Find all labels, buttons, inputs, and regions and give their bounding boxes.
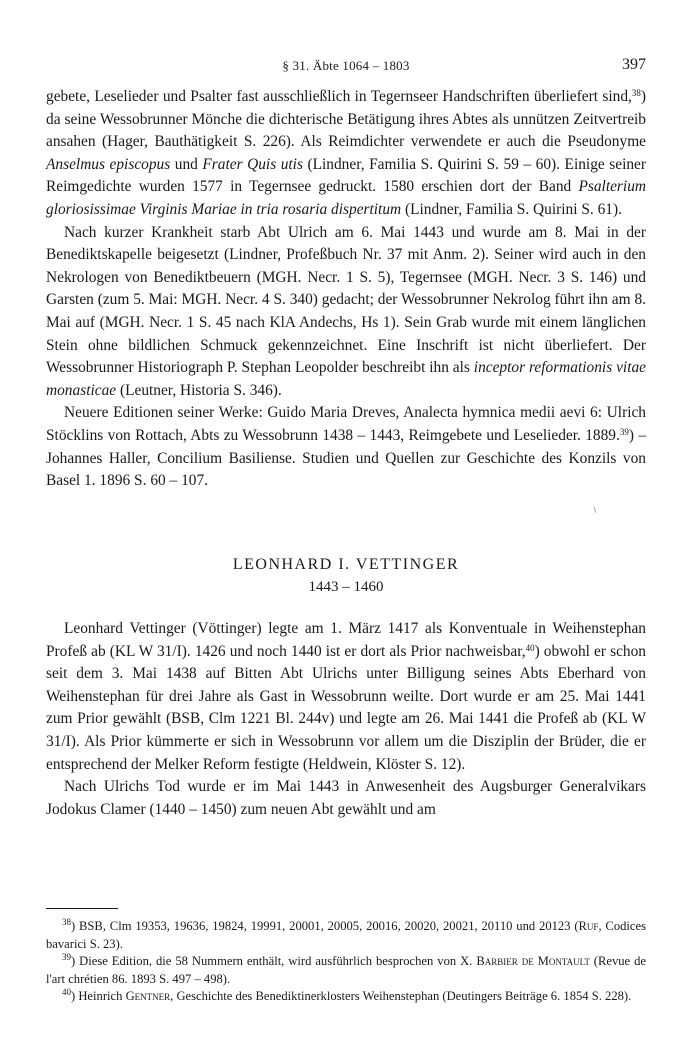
text-run: (Leutner, Historia S. 346).	[116, 381, 282, 399]
running-head	[46, 56, 646, 76]
text-run: Neuere Editionen seiner Werke: Guido Maria Dreves, Analecta hymnica medii aevi 6: Ulrich Stöcklins von Rottach, Abts zu Wessobrunn 1438 – 1443, Reimgebete und Leselieder. 1889.	[46, 404, 646, 444]
italic-title: Psalterium gloriosissimae Virginis Mariae in tria rosaria dispertitum	[46, 178, 646, 218]
footnote-divider	[46, 908, 118, 909]
italic-term: Anselmus episcopus	[46, 155, 171, 173]
paragraph-3	[46, 402, 646, 492]
text-run: (Revue de l'art chrétien 86. 1893 S. 497 – 498).	[46, 954, 646, 986]
footnote-40	[46, 988, 646, 1006]
paragraph-1	[46, 86, 646, 222]
footnotes	[46, 918, 646, 1006]
text-run: (Lindner, Familia S. Quirini S. 61).	[401, 200, 622, 218]
text-run: (Lindner, Familia S. Quirini S. 59 – 60). Einige seiner Reimgedichte wurden 1577 in Tegernsee gedruckt. 1580 erschien dort der Band	[46, 155, 646, 196]
scan-mark: ∖	[592, 506, 598, 515]
section-heading	[46, 554, 646, 598]
text-run: , Geschichte des Benediktinerklosters Weihenstephan (Deutingers Beiträge 6. 1854 S. 228).	[170, 989, 632, 1004]
text-run: ) – Johannes Haller, Concilium Basiliense. Studien und Quellen zur Geschichte des Konzils von Basel 1. 1896 S. 60 – 107.	[46, 426, 647, 490]
text-run: ) obwohl er schon seit dem 3. Mai 1438 auf Bitten Abt Ulrichs unter Billigung seines Abts Eberhard von Weihenstephan für drei Jahre als Gast in Wessobrunn weilte. Dort wurde er am 25. Mai 1441 zum Prior gewählt (BSB, Clm 1221 Bl. 244v) und legte am 26. Mai 1441 die Profeß ab (KL W 31/I). Als Prior kümmerte er sich in Wessobrunn vor allem um die Disziplin der Brüder, die er entsprechend der Melker Reform festigte (Heldwein, Klöster S. 12).	[46, 642, 647, 773]
text-run: , Codices bavarici S. 23).	[46, 919, 646, 951]
text-run: und	[170, 155, 203, 173]
footnote-38	[46, 918, 646, 953]
footnote-39	[46, 953, 646, 988]
footnote-number: 40	[62, 987, 71, 998]
text-run: ) Diese Edition, die 58 Nummern enthält, wird ausführlich besprochen von X.	[71, 954, 477, 969]
page-number: 397	[622, 56, 646, 73]
footnote-ref-39: 39	[619, 426, 629, 437]
text-run: Nach kurzer Krankheit starb Abt Ulrich am 6. Mai 1443 und wurde am 8. Mai in der Benediktskapelle beigesetzt (Lindner, Profeßbuch Nr. 37 mit Anm. 2). Seiner wird auch in den Nekrologen von Benediktbeuern (MGH. Necr. 1 S. 5), Tegernsee (MGH. Necr. 3 S. 146) und Garsten (zum 5. Mai: MGH. Necr. 4 S. 340) gedacht; der Wessobrunner Nekrolog führt ihn am 8. Mai auf (MGH. Necr. 1 S. 45 nach KlA Andechs, Hs 1). Sein Grab wurde mit einem länglichen Stein ohne bildlichen Schmuck gekennzeichnet. Eine Inschrift ist nicht überliefert. Der Wessobrunner Historiograph P. Stephan Leopolder beschreibt ihn als	[46, 223, 646, 377]
text-run: Leonhard Vettinger (Vöttinger) legte am 1. März 1417 als Konventuale in Weihenstephan Profeß ab (KL W 31/I). 1426 und noch 1440 ist er dort als Prior nachweisbar,	[46, 620, 646, 660]
section-title: LEONHARD I. VETTINGER	[232, 556, 460, 573]
author-name: Barbier de Montault	[476, 954, 590, 969]
paragraph-5: Nach Ulrichs Tod wurde er im Mai 1443 in Anwesenheit des Augsburger Generalvikars Jodokus Clamer (1440 – 1450) zum neuen Abt gewählt und am	[46, 778, 646, 818]
section-years: 1443 – 1460	[308, 579, 384, 595]
text-run: ) da seine Wessobrunner Mönche die dichterische Betätigung ihres Abtes als unnützen Zeitvertreib ansahen (Hager, Bauthätigkeit S. 226). Als Reimdichter verwendete er auch die Pseudonyme	[46, 88, 646, 151]
author-name: Gentner	[125, 989, 171, 1004]
footnote-number: 39	[62, 952, 71, 963]
italic-quote: inceptor reformationis vitae monasticae	[46, 359, 646, 399]
text-run: ) Heinrich	[71, 989, 126, 1004]
paragraph-4	[46, 618, 646, 776]
text-run: ) BSB, Clm 19353, 19636, 19824, 19991, 20001, 20005, 20016, 20020, 20021, 20110 und 20123 (	[71, 919, 579, 933]
footnote-ref-40: 40	[525, 642, 535, 653]
paragraph-2	[46, 222, 646, 403]
running-title: § 31. Äbte 1064 – 1803	[282, 58, 410, 73]
body-text	[46, 86, 646, 493]
footnote-ref-38: 38	[631, 88, 641, 98]
author-name: Ruf	[578, 919, 599, 933]
section-body-text	[46, 618, 646, 821]
footnote-number: 38	[62, 917, 71, 927]
text-run: gebete, Leselieder und Psalter fast ausschließlich in Tegernseer Handschriften überliefert sind,	[46, 88, 632, 105]
italic-term: Frater Quis utis	[202, 155, 303, 173]
